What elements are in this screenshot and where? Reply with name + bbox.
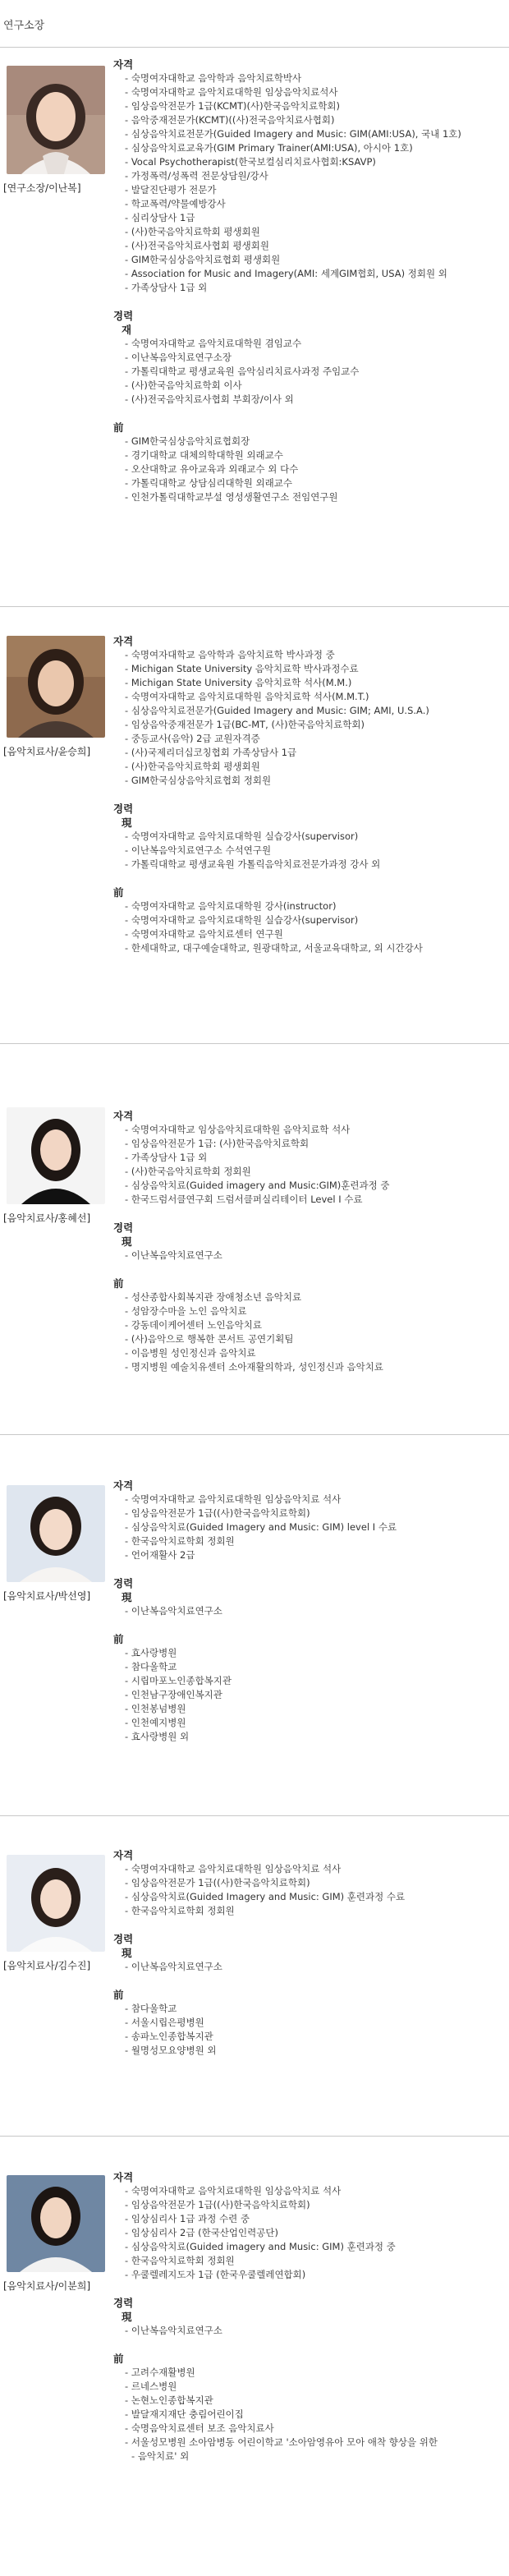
list-item: - 명지병원 예술치유센터 소아재활의학과, 성인정신과 음악치료 [125, 1360, 499, 1374]
list-item: - 심상음악치료전문가(Guided Imagery and Music: GIM(AMI:USA), 국내 1호) [125, 127, 499, 141]
list-item: - 이난복음악치료연구소 수석연구원 [125, 844, 499, 858]
list-item: - 고려수재활병원 [125, 2366, 499, 2380]
list-item: - 효사랑병원 [125, 1646, 499, 1660]
list-item: - 숙명여자대학교 음악치료대학원 강사(instructor) [125, 899, 499, 913]
list-item: - 숙명여자대학교 음악치료센터 연구원 [125, 927, 499, 941]
section-title [113, 309, 499, 337]
profile-details [113, 2170, 499, 2463]
list-item: - (사)국제리더십코칭협회 가족상담사 1급 [125, 746, 499, 760]
list-item: - 인천남구장애인복지관 [125, 1688, 499, 1702]
list-item: - Michigan State University 음악치료학 석사(M.M.) [125, 676, 499, 690]
list-item: - 임상음악전문가 1급: (사)한국음악치료학회 [125, 1137, 499, 1151]
profile-divider [0, 2136, 509, 2137]
profile-divider [0, 606, 509, 607]
section-list [113, 1290, 499, 1374]
section-title-text: 경력 [113, 1933, 134, 1945]
list-item: - 가톨릭대학교 평생교육원 가톨릭음악치료전문가과정 강사 외 [125, 858, 499, 872]
list-item: - GIM한국심상음악치료협회 정회원 [125, 774, 499, 788]
list-item: - (사)한국음악치료학회 이사 [125, 379, 499, 393]
list-item: - 숙명여자대학교 음악치료대학원 실습강사(supervisor) [125, 913, 499, 927]
section-list [113, 830, 499, 872]
profile-caption: [음악치료사/김수진] [3, 1960, 91, 1971]
list-item: - 숙명여자대학교 음악치료대학원 실습강사(supervisor) [125, 830, 499, 844]
list-item: - 성암장수마을 노인 음악치료 [125, 1304, 499, 1318]
section-list [113, 1604, 499, 1618]
list-item: - 숙명여자대학교 임상음악치료대학원 음악치료학 석사 [125, 1123, 499, 1137]
profile-caption: [음악치료사/박선영] [3, 1590, 91, 1602]
section-title: 자격 [113, 1849, 134, 1861]
list-item: - 숙명여자대학교 음악학과 음악치료학박사 [125, 71, 499, 85]
list-item: - Association for Music and Imagery(AMI: 세계GIM협회, USA) 정회원 외 [125, 267, 499, 281]
list-item: - 한국음악치료학회 정회원 [125, 2254, 499, 2268]
list-item: - 서울시립은평병원 [125, 2016, 499, 2030]
section-subtitle: 現 [122, 1947, 132, 1959]
list-item: - 숙명여자대학교 음악치료대학원 겸임교수 [125, 337, 499, 351]
list-item: - 시립마포노인종합복지관 [125, 1674, 499, 1688]
profile-caption: [음악치료사/이분희] [3, 2280, 91, 2292]
section-title [113, 1932, 499, 1960]
section-list [113, 2366, 499, 2463]
list-item: - 가정폭력/성폭력 전문상담원/강사 [125, 169, 499, 183]
profile-details [113, 634, 499, 955]
profile-photo [7, 66, 105, 174]
profile-photo [7, 636, 105, 738]
section-list [113, 1249, 499, 1263]
section-list [113, 1862, 499, 1918]
section-title: 前 [113, 421, 124, 434]
section-list [113, 435, 499, 504]
list-item: - 우쿨렐레지도자 1급 (한국우쿨렐레연합회) [125, 2268, 499, 2282]
list-item: - 음악중재전문가(KCMT)((사)전국음악치료사협회) [125, 113, 499, 127]
section-list [113, 2324, 499, 2338]
list-item: - 한세대학교, 대구예술대학교, 원광대학교, 서울교육대학교, 외 시간강사 [125, 941, 499, 955]
section-title: 前 [113, 2353, 124, 2365]
list-item: - 효사랑병원 외 [125, 1730, 499, 1744]
section-title: 자격 [113, 635, 134, 647]
list-item: - (사)전국음악치료사협회 부회장/이사 외 [125, 393, 499, 407]
list-item: - 경기대학교 대체의학대학원 외래교수 [125, 448, 499, 462]
profile-divider [0, 1815, 509, 1816]
section-title: 前 [113, 1277, 124, 1290]
section-title: 前 [113, 1989, 124, 2001]
page-title: 연구소장 [3, 20, 45, 32]
list-item: - 숙명여자대학교 음악치료대학원 임상음악치료 석사 [125, 1493, 499, 1506]
list-item: - 임상음악중재전문가 1급(BC-MT, (사)한국음악치료학회) [125, 718, 499, 732]
section-title: 자격 [113, 1110, 134, 1122]
list-item: - 서울성모병원 소아암병동 어린이학교 '소아암영유아 모아 애착 향상을 위한 [125, 2436, 499, 2450]
section-subtitle: 現 [122, 816, 132, 829]
list-item: - (사)한국음악치료학회 평생회원 [125, 760, 499, 774]
list-item: - 심상음악치료(Guided imagery and Music: GIM) 훈련과정 중 [125, 2240, 499, 2254]
section-title-text: 경력 [113, 2297, 134, 2309]
list-item: - 참다울학교 [125, 1660, 499, 1674]
section-subtitle: 現 [122, 1235, 132, 1248]
profile-photo [7, 1855, 105, 1952]
list-item: - 가족상담사 1급 외 [125, 281, 499, 295]
list-item: - 심상음악치료(Guided Imagery and Music: GIM) 훈련과정 수료 [125, 1890, 499, 1904]
profile-details [113, 1848, 499, 2058]
list-item: - 심상음악치료(Guided imagery and Music:GIM)훈련과정 중 [125, 1179, 499, 1193]
profile-divider [0, 1434, 509, 1435]
list-item: - 이난복음악치료연구소장 [125, 351, 499, 365]
section-title: 前 [113, 886, 124, 899]
section-list [113, 1646, 499, 1744]
list-item: - (사)한국음악치료학회 정회원 [125, 1165, 499, 1179]
list-item: - 논현노인종합복지관 [125, 2394, 499, 2408]
list-item: - Michigan State University 음악치료학 박사과정수료 [125, 662, 499, 676]
list-item: - (사)전국음악치료사협회 평생회원 [125, 239, 499, 253]
section-list [113, 1960, 499, 1974]
section-title: 자격 [113, 58, 134, 71]
profile-caption: [음악치료사/홍혜선] [3, 1212, 91, 1224]
list-item: - 임상음악전문가 1급(KCMT)(사)한국음악치료학회) [125, 99, 499, 113]
section-title-text: 경력 [113, 310, 134, 322]
list-item: - 중등교사(음악) 2급 교원자격증 [125, 732, 499, 746]
list-item: - 오산대학교 유아교육과 외래교수 외 다수 [125, 462, 499, 476]
section-list [113, 899, 499, 955]
list-item: - 이난복음악치료연구소 [125, 1604, 499, 1618]
list-item: - 이난복음악치료연구소 [125, 2324, 499, 2338]
list-item: - 인천봉넘병원 [125, 1702, 499, 1716]
list-item: - 한국드럼서클연구회 드럼서클퍼실리테이터 Level I 수료 [125, 1193, 499, 1207]
section-subtitle: 現 [122, 1591, 132, 1603]
section-list [113, 337, 499, 407]
list-item: - (사)음악으로 행복한 콘서트 공연기획팀 [125, 1332, 499, 1346]
list-item: - 임상음악전문가 1급((사)한국음악치료학회) [125, 1876, 499, 1890]
list-item: - (사)한국음악치료학회 평생회원 [125, 225, 499, 239]
list-item: - 르네스병원 [125, 2380, 499, 2394]
profile-details [113, 1479, 499, 1744]
list-item: - 음악치료' 외 [125, 2450, 499, 2463]
list-item: - 임상심리사 2급 (한국산업인력공단) [125, 2226, 499, 2240]
list-item: - 임상음악전문가 1급((사)한국음악치료학회) [125, 2198, 499, 2212]
profile-photo [7, 1107, 105, 1204]
section-title: 자격 [113, 1479, 134, 1492]
list-item: - 참다울학교 [125, 2002, 499, 2016]
section-list [113, 2002, 499, 2058]
list-item: - 인천가톨릭대학교부설 영성생활연구소 전임연구원 [125, 490, 499, 504]
section-title [113, 2296, 499, 2324]
section-title-text: 경력 [113, 1221, 134, 1234]
list-item: - 발달진단평가 전문가 [125, 183, 499, 197]
profile-caption: [음악치료사/윤승희] [3, 746, 91, 757]
profile-details [113, 1109, 499, 1374]
list-item: - 심리상담사 1급 [125, 211, 499, 225]
list-item: - 임상심리사 1급 과정 수련 중 [125, 2212, 499, 2226]
list-item: - 언어재활사 2급 [125, 1548, 499, 1562]
list-item: - 심상음악치료(Guided Imagery and Music: GIM) level I 수료 [125, 1520, 499, 1534]
list-item: - 심상음악치료교육가(GIM Primary Trainer(AMI:USA), 아시아 1호) [125, 141, 499, 155]
list-item: - 강동데이케어센터 노인음악치료 [125, 1318, 499, 1332]
list-item: - 발달재지재단 충림어린이집 [125, 2408, 499, 2422]
list-item: - 학교폭력/약물예방강사 [125, 197, 499, 211]
list-item: - 숙명여자대학교 음악치료대학원 임상음악치료 석사 [125, 2184, 499, 2198]
profile-photo [7, 1485, 105, 1582]
section-list [113, 2184, 499, 2282]
list-item: - 가족상담사 1급 외 [125, 1151, 499, 1165]
list-item: - Vocal Psychotherapist(한국보컬심리치료사협회:KSAVP) [125, 155, 499, 169]
section-subtitle: 現 [122, 2311, 132, 2323]
section-title-text: 경력 [113, 803, 134, 815]
list-item: - GIM한국심상음악치료협회 평생회원 [125, 253, 499, 267]
list-item: - 숙명여자대학교 음악치료대학원 임상음악치료 석사 [125, 1862, 499, 1876]
list-item: - 심상음악치료전문가(Guided Imagery and Music: GIM; AMI, U.S.A.) [125, 704, 499, 718]
profile-photo [7, 2175, 105, 2272]
list-item: - 가톨릭대학교 상담심리대학원 외래교수 [125, 476, 499, 490]
list-item: - 성산종합사회복지관 장애청소년 음악치료 [125, 1290, 499, 1304]
list-item: - 이음병원 성인정신과 음악치료 [125, 1346, 499, 1360]
list-item: - 인천예지병원 [125, 1716, 499, 1730]
section-list [113, 1493, 499, 1562]
list-item: - 월명성모요양병원 외 [125, 2044, 499, 2058]
list-item: - 임상음악전문가 1급((사)한국음악치료학회) [125, 1506, 499, 1520]
section-title-text: 경력 [113, 1577, 134, 1589]
section-list [113, 1123, 499, 1207]
list-item: - 한국음악치료학회 정회원 [125, 1904, 499, 1918]
profile-caption: [연구소장/이난복] [3, 182, 81, 194]
header-divider [0, 47, 509, 48]
list-item: - 숙명여자대학교 음악학과 음악치료학 박사과정 중 [125, 648, 499, 662]
section-list [113, 648, 499, 788]
section-title [113, 1221, 499, 1249]
list-item: - 숙명여자대학교 음악치료대학원 임상음악치료석사 [125, 85, 499, 99]
list-item: - 숙명여자대학교 음악치료대학원 음악치료학 석사(M.M.T.) [125, 690, 499, 704]
section-list [113, 71, 499, 295]
list-item: - 이난복음악치료연구소 [125, 1249, 499, 1263]
section-title [113, 1576, 499, 1604]
profile-details [113, 58, 499, 504]
list-item: - 숙명음악치료센터 보조 음악치료사 [125, 2422, 499, 2436]
section-subtitle: 재 [122, 324, 132, 336]
section-title: 자격 [113, 2171, 134, 2183]
section-title [113, 802, 499, 830]
list-item: - 한국음악치료학회 정회원 [125, 1534, 499, 1548]
list-item: - GIM한국심상음악치료협회장 [125, 435, 499, 448]
list-item: - 가톨릭대학교 평생교육원 음악심리치료사과정 주임교수 [125, 365, 499, 379]
profile-divider [0, 1043, 509, 1044]
section-title: 前 [113, 1633, 124, 1645]
list-item: - 송파노인종합복지관 [125, 2030, 499, 2044]
list-item: - 이난복음악치료연구소 [125, 1960, 499, 1974]
